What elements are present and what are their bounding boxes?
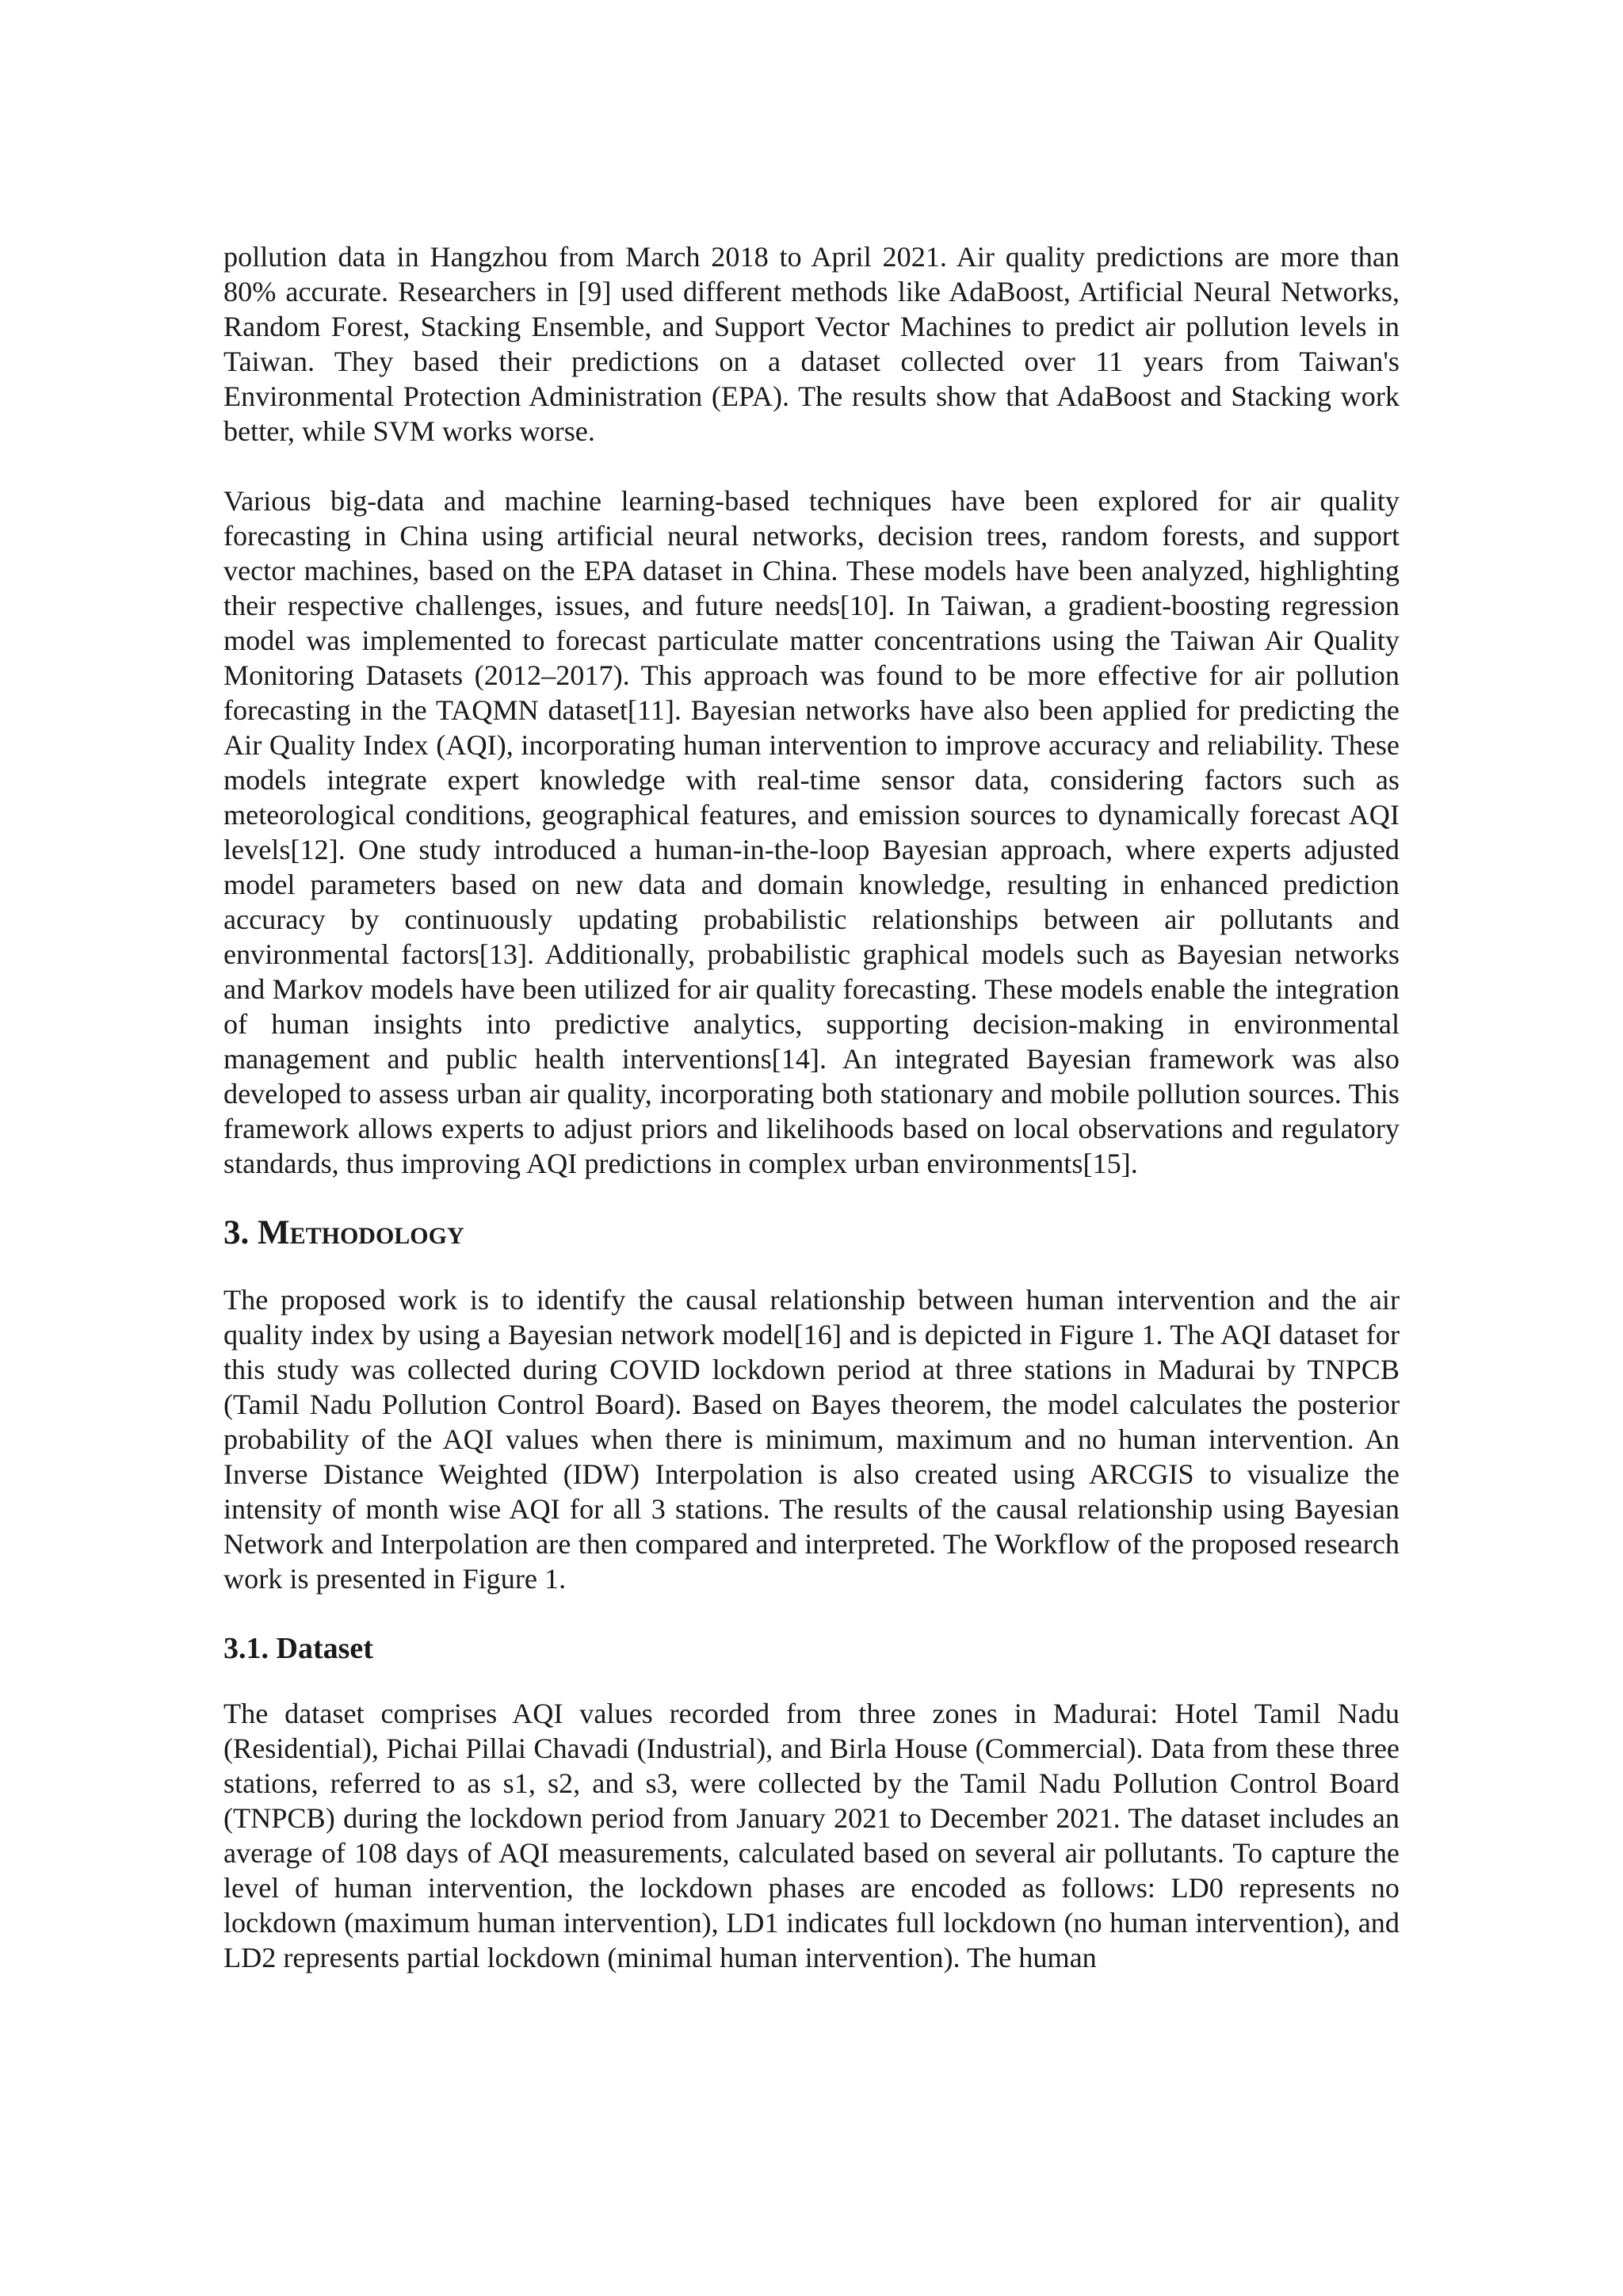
- body-paragraph-2: Various big-data and machine learning-based techniques have been explored for air quality forecasting in China using artificial neural networks, decision trees, random forests, and support vector machines, based on the EPA dataset in China. These models have been analyzed, highlighting their respective challenges, issues, and future needs[10]. In Taiwan, a gradient-boosting regression model was implemented to forecast particulate matter concentrations using the Taiwan Air Quality Monitoring Datasets (2012–2017). This approach was found to be more effective for air pollution forecasting in the TAQMN dataset[11]. Bayesian networks have also been applied for predicting the Air Quality Index (AQI), incorporating human intervention to improve accuracy and reliability. These models integrate expert knowledge with real-time sensor data, considering factors such as meteorological conditions, geographical features, and emission sources to dynamically forecast AQI levels[12]. One study introduced a human-in-the-loop Bayesian approach, where experts adjusted model parameters based on new data and domain knowledge, resulting in enhanced prediction accuracy by continuously updating probabilistic relationships between air pollutants and environmental factors[13]. Additionally, probabilistic graphical models such as Bayesian networks and Markov models have been utilized for air quality forecasting. These models enable the integration of human insights into predictive analytics, supporting decision-making in environmental management and public health interventions[14]. An integrated Bayesian framework was also developed to assess urban air quality, incorporating both stationary and mobile pollution sources. This framework allows experts to adjust priors and likelihoods based on local observations and regulatory standards, thus improving AQI predictions in complex urban environments[15].: [223, 485, 1400, 1179]
- body-paragraph-3: The proposed work is to identify the causal relationship between human intervention and the air quality index by using a Bayesian network model[16] and is depicted in Figure 1. The AQI dataset for this study was collected during COVID lockdown period at three stations in Madurai by TNPCB (Tamil Nadu Pollution Control Board). Based on Bayes theorem, the model calculates the posterior probability of the AQI values when there is minimum, maximum and no human intervention. An Inverse Distance Weighted (IDW) Interpolation is also created using ARCGIS to visualize the intensity of month wise AQI for all 3 stations. The results of the causal relationship using Bayesian Network and Interpolation are then compared and interpreted. The Workflow of the proposed research work is presented in Figure 1.: [223, 1284, 1400, 1595]
- body-paragraph-1: pollution data in Hangzhou from March 2018 to April 2021. Air quality predictions are more than 80% accurate. Researchers in [9] used different methods like AdaBoost, Artificial Neural Networks, Random Forest, Stacking Ensemble, and Support Vector Machines to predict air pollution levels in Taiwan. They based their predictions on a dataset collected over 11 years from Taiwan's Environmental Protection Administration (EPA). The results show that AdaBoost and Stacking work better, while SVM works worse.: [223, 241, 1400, 447]
- heading-gap: [223, 1668, 1400, 1696]
- heading-gap: [223, 1254, 1400, 1282]
- section-heading-methodology: [223, 1213, 1400, 1254]
- paper-page: [223, 239, 1400, 1975]
- section-title: Methodology: [258, 1214, 464, 1251]
- paragraph-gap: [223, 449, 1400, 483]
- section-number: 3.: [223, 1214, 258, 1251]
- heading-gap: [223, 1596, 1400, 1629]
- body-paragraph-4: The dataset comprises AQI values recorded from three zones in Madurai: Hotel Tamil Nadu (Residential), Pichai Pillai Chavadi (Industrial), and Birla House (Commercial). Data from these three stations, referred to as s1, s2, and s3, were collected by the Tamil Nadu Pollution Control Board (TNPCB) during the lockdown period from January 2021 to December 2021. The dataset includes an average of 108 days of AQI measurements, calculated based on several air pollutants. To capture the level of human intervention, the lockdown phases are encoded as follows: LD0 represents no lockdown (maximum human intervention), LD1 indicates full lockdown (no human intervention), and LD2 represents partial lockdown (minimal human intervention). The human: [223, 1698, 1400, 1973]
- subsection-heading-dataset: 3.1. Dataset: [223, 1632, 373, 1665]
- heading-gap: [223, 1181, 1400, 1213]
